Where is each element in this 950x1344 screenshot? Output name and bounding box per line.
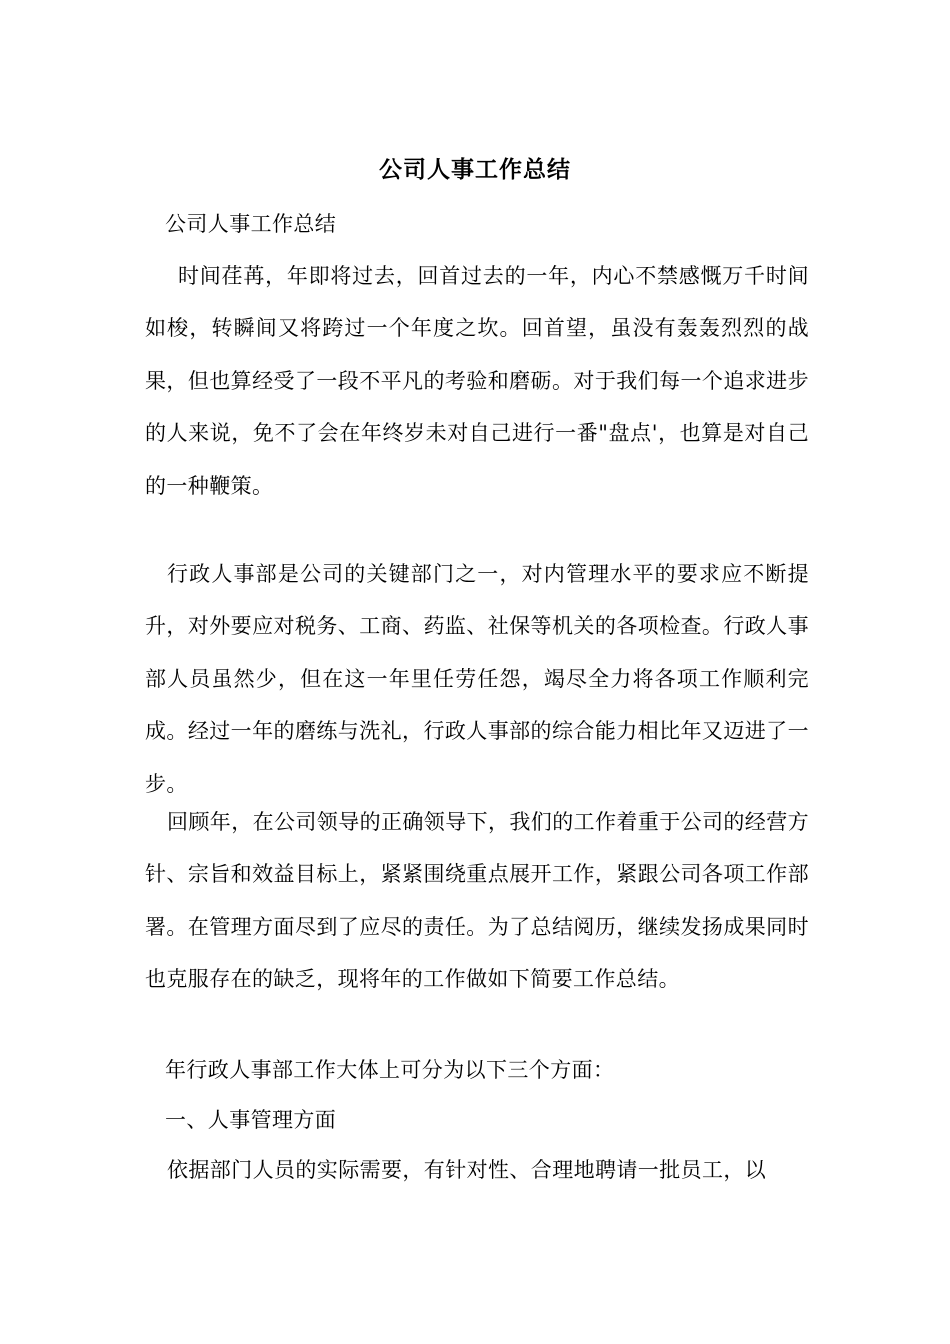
body-paragraph-hiring: 依据部门人员的实际需要，有针对性、合理地聘请一批员工，以: [167, 1158, 767, 1182]
body-paragraph-overview: 年行政人事部工作大体上可分为以下三个方面：: [165, 1058, 615, 1082]
section-heading-personnel: 一、人事管理方面: [165, 1108, 337, 1132]
body-paragraph-intro: 时间荏苒，年即将过去，回首过去的一年，内心不禁感慨万千时间如梭，转瞬间又将跨过一个年度之坎。回首望，虽没有轰轰烈烈的战果，但也算经受了一段不平凡的考验和磨砺。对于我们每一个追求进步的人来说，免不了会在年终岁未对自己进行一番"盘点'，也算是对自己的一种鞭策。: [145, 264, 809, 498]
subtitle-paragraph: 公司人事工作总结: [165, 212, 337, 236]
body-paragraph-department: 行政人事部是公司的关键部门之一，对内管理水平的要求应不断提升，对外要应对税务、工商、药监、社保等机关的各项检查。行政人事部人员虽然少，但在这一年里任劳任怨，竭尽全力将各项工作顺利完成。经过一年的磨练与洗礼，行政人事部的综合能力相比年又迈进了一步。: [145, 562, 809, 796]
body-paragraph-review: 回顾年，在公司领导的正确领导下，我们的工作着重于公司的经营方针、宗旨和效益目标上，紧紧围绕重点展开工作，紧跟公司各项工作部署。在管理方面尽到了应尽的责任。为了总结阅历，继续发扬成果同时也克服存在的缺乏，现将年的工作做如下简要工作总结。: [145, 810, 809, 992]
document-title: 公司人事工作总结: [379, 156, 571, 183]
